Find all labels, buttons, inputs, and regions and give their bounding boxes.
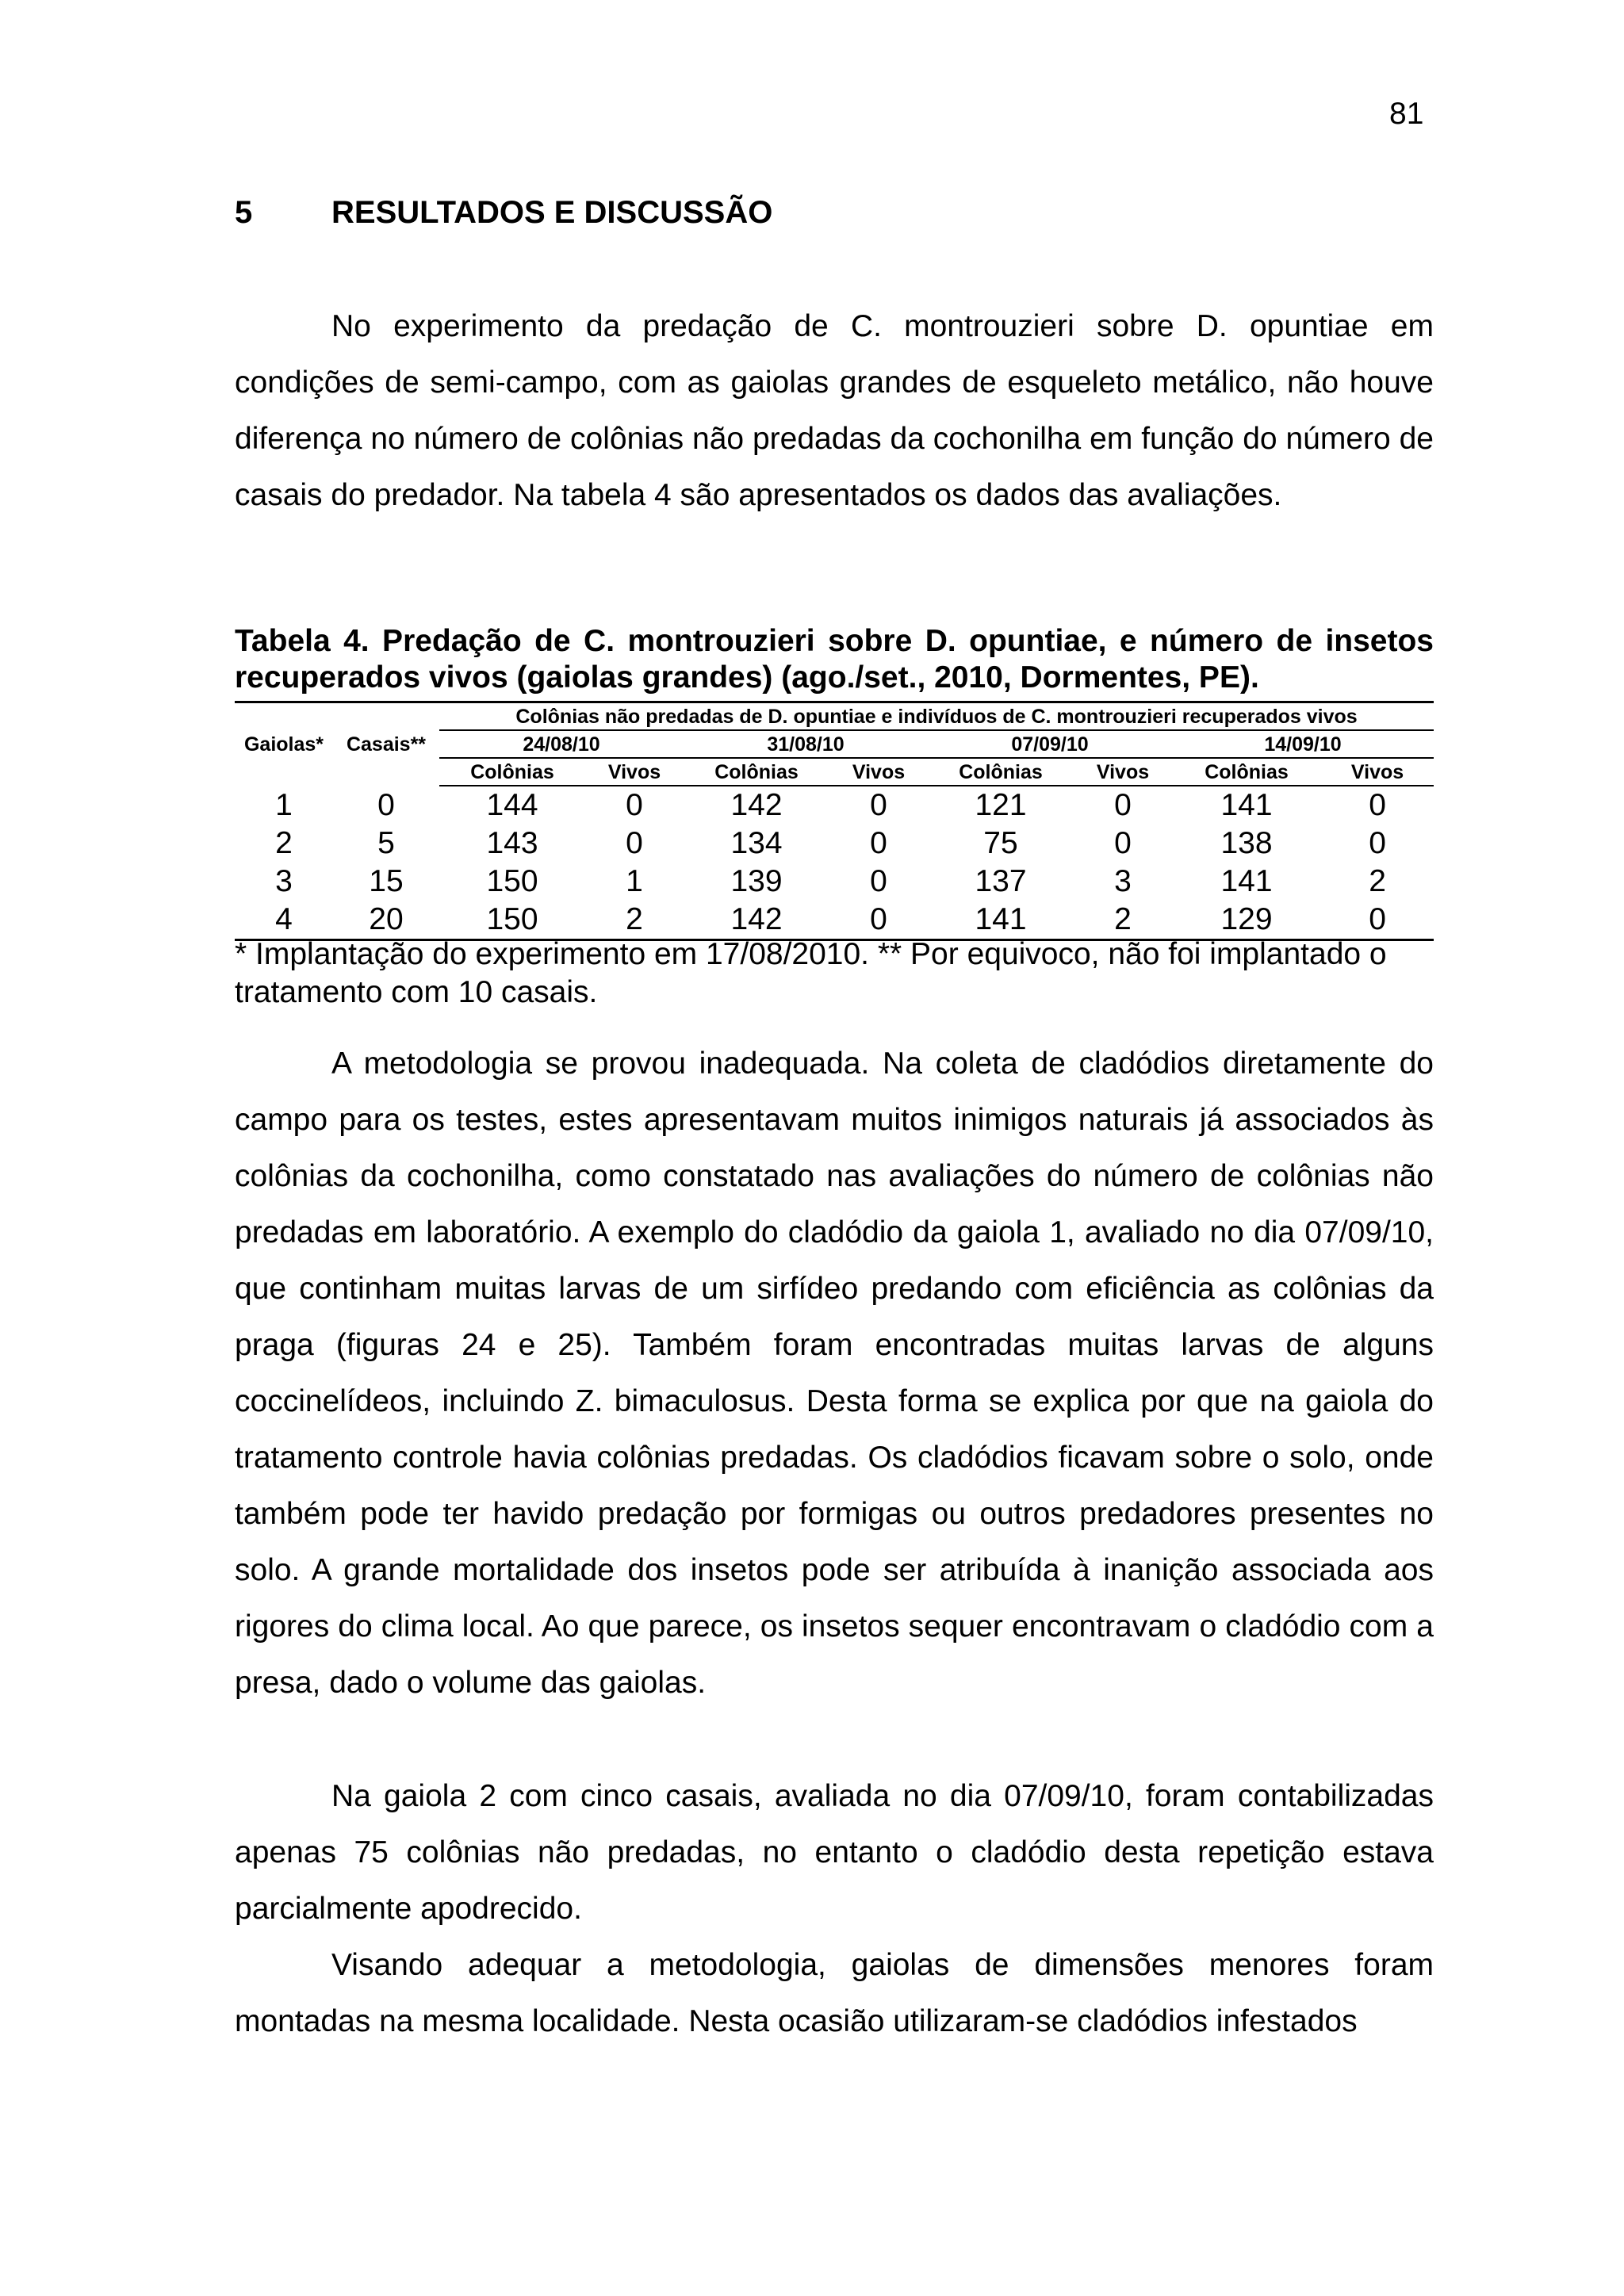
table-cell: 0 bbox=[1369, 826, 1386, 860]
table-cell: 4 bbox=[235, 901, 333, 940]
paragraph-4: Visando adequar a metodologia, gaiolas de dimensões menores foram montadas na mesma localidade. Nesta ocasião utilizaram-se cladódios infestados bbox=[235, 1948, 1434, 2038]
header-casais: Casais** bbox=[333, 702, 439, 786]
table-cell: 121 bbox=[975, 788, 1027, 822]
table-cell: 3 bbox=[1114, 864, 1132, 898]
table-footnote: * Implantação do experimento em 17/08/2010. ** Por equivoco, não foi implantado o tratamento com 10 casais. bbox=[235, 937, 1387, 1009]
paragraph-3: Na gaiola 2 com cinco casais, avaliada no dia 07/09/10, foram contabilizadas apenas 75 colônias não predadas, no entanto o cladódio desta repetição estava parcialmente apodrecido. bbox=[235, 1779, 1434, 1926]
subheader-colonias: Colônias bbox=[439, 758, 585, 786]
table-row bbox=[235, 901, 1434, 940]
header-gaiolas: Gaiolas* bbox=[235, 702, 333, 786]
table-cell: 2 bbox=[585, 901, 684, 940]
table-cell: 1 bbox=[626, 864, 643, 898]
table-caption: Tabela 4. Predação de C. montrouzieri sobre D. opuntiae, e número de insetos recuperados vivos (gaiolas grandes) (ago./set., 2010, Dormentes, PE). bbox=[235, 624, 1434, 695]
table-cell: 129 bbox=[1172, 901, 1321, 940]
section-heading bbox=[235, 195, 772, 231]
paragraph-2: A metodologia se provou inadequada. Na coleta de cladódios diretamente do campo para os testes, estes apresentavam muitos inimigos naturais já associados às colônias da cochonilha, como constatado nas avaliações do número de colônias não predadas em laboratório. A exemplo do cladódio da gaiola 1, avaliado no dia 07/09/10, que continham muitas larvas de um sirfídeo predando com eficiência as colônias da praga (figuras 24 e 25). Também foram encontradas muitas larvas de alguns coccinelídeos, incluindo Z. bimaculosus. Desta forma se explica por que na gaiola do tratamento controle havia colônias predadas. Os cladódios ficavam sobre o solo, onde também pode ter havido predação por formigas ou outros predadores presentes no solo. A grande mortalidade dos insetos pode ser atribuída à inanição associada aos rigores do clima local. Ao que parece, os insetos sequer encontravam o cladódio com a presa, dado o volume das gaiolas. bbox=[235, 1047, 1434, 1700]
table-cell: 134 bbox=[730, 826, 783, 860]
page-number: 81 bbox=[1389, 97, 1424, 131]
table-cell: 150 bbox=[486, 864, 538, 898]
table-cell: 0 bbox=[870, 788, 887, 822]
table-cell: 75 bbox=[983, 826, 1018, 860]
table-row bbox=[235, 825, 1434, 863]
table-cell: 0 bbox=[1321, 901, 1434, 940]
header-span: Colônias não predadas de D. opuntiae e indivíduos de C. montrouzieri recuperados vivos bbox=[439, 702, 1434, 731]
subheader-colonias: Colônias bbox=[928, 758, 1074, 786]
table-cell: 1 bbox=[275, 787, 293, 822]
table-cell: 142 bbox=[730, 788, 783, 822]
header-date-1: 24/08/10 bbox=[439, 730, 684, 758]
header-date-2: 31/08/10 bbox=[684, 730, 928, 758]
table-cell: 141 bbox=[1220, 788, 1273, 822]
table-cell: 0 bbox=[1369, 788, 1386, 822]
predation-table bbox=[235, 701, 1434, 941]
table-cell: 0 bbox=[626, 788, 643, 822]
table-cell: 5 bbox=[377, 826, 395, 860]
subheader-vivos: Vivos bbox=[1321, 758, 1434, 786]
table-row bbox=[235, 863, 1434, 901]
table-cell: 0 bbox=[870, 864, 887, 898]
table-cell: 2 bbox=[1369, 864, 1386, 898]
data-table bbox=[235, 701, 1434, 941]
table-cell: 143 bbox=[486, 826, 538, 860]
table-cell: 0 bbox=[870, 826, 887, 860]
subheader-vivos: Vivos bbox=[585, 758, 684, 786]
subheader-vivos: Vivos bbox=[1074, 758, 1172, 786]
table-cell: 141 bbox=[928, 901, 1074, 940]
header-date-3: 07/09/10 bbox=[928, 730, 1172, 758]
table-cell: 2 bbox=[275, 826, 293, 860]
table-cell: 0 bbox=[626, 826, 643, 860]
table-cell: 15 bbox=[369, 864, 404, 898]
section-number: 5 bbox=[235, 195, 253, 230]
table-cell: 0 bbox=[829, 901, 928, 940]
table-cell: 0 bbox=[1114, 788, 1132, 822]
table-cell: 0 bbox=[377, 787, 395, 822]
table-cell: 20 bbox=[333, 901, 439, 940]
table-cell: 138 bbox=[1220, 826, 1273, 860]
table-cell: 141 bbox=[1220, 864, 1273, 898]
subheader-vivos: Vivos bbox=[829, 758, 928, 786]
subheader-colonias: Colônias bbox=[684, 758, 829, 786]
paragraph-1: No experimento da predação de C. montrouzieri sobre D. opuntiae em condições de semi-campo, com as gaiolas grandes de esqueleto metálico, não houve diferença no número de colônias não predadas da cochonilha em função do número de casais do predador. Na tabela 4 são apresentados os dados das avaliações. bbox=[235, 309, 1434, 512]
table-cell: 142 bbox=[684, 901, 829, 940]
table-cell: 139 bbox=[730, 864, 783, 898]
table-cell: 144 bbox=[486, 788, 538, 822]
table-cell: 150 bbox=[439, 901, 585, 940]
subheader-colonias: Colônias bbox=[1172, 758, 1321, 786]
table-cell: 3 bbox=[275, 864, 293, 898]
table-cell: 2 bbox=[1074, 901, 1172, 940]
header-date-4: 14/09/10 bbox=[1172, 730, 1434, 758]
table-cell: 0 bbox=[1114, 826, 1132, 860]
section-title: RESULTADOS E DISCUSSÃO bbox=[331, 195, 773, 230]
table-cell: 137 bbox=[975, 864, 1027, 898]
table-row bbox=[235, 786, 1434, 825]
